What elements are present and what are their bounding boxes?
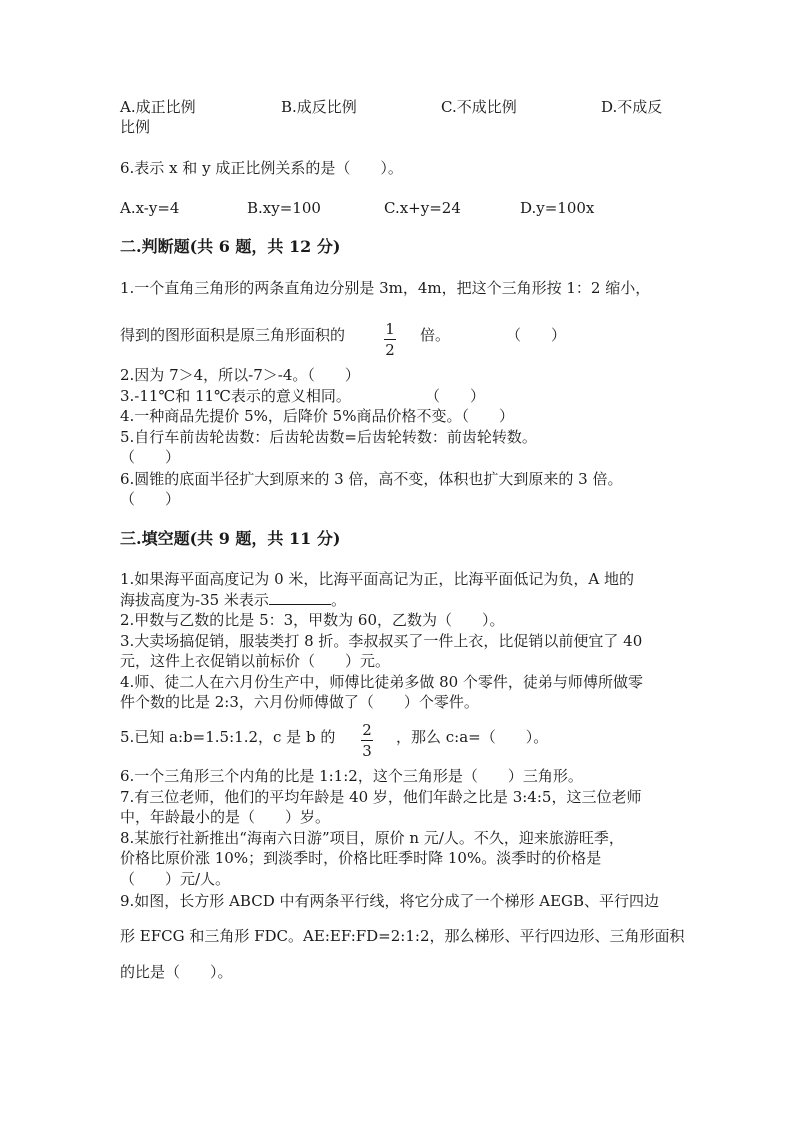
q5-option-d-continued: 比例 — [120, 118, 151, 136]
section2-heading: 二.判断题(共 6 题，共 12 分) — [120, 237, 341, 256]
s2-q1-suffix: 倍。 — [420, 326, 451, 344]
s2-q1-line2: 得到的图形面积是原三角形面积的 — [120, 326, 346, 344]
s3-q8-line2: 价格比原价涨 10%；到淡季时，价格比旺季时降 10%。淡季时的价格是 — [120, 849, 602, 867]
q6-option-b: B.xy=100 — [247, 199, 321, 217]
s3-q4-line1: 4.师、徒二人在六月份生产中，师傅比徒弟多做 80 个零件，徒弟与师傅所做零 — [120, 673, 643, 691]
s3-q5-suffix: ，那么 c:a=（ ）。 — [396, 728, 549, 746]
fraction-bar — [384, 339, 396, 340]
s2-q6-answer-paren: （ ） — [120, 490, 181, 508]
q6-option-d: D.y=100x — [520, 199, 595, 217]
answer-blank — [269, 590, 331, 605]
s3-q9-line3: 的比是（ ）。 — [120, 963, 233, 981]
s2-q1-line1: 1.一个直角三角形的两条直角边分别是 3m，4m，把这个三角形按 1：2 缩小， — [120, 279, 651, 297]
section3-heading: 三.填空题(共 9 题，共 11 分) — [120, 529, 341, 548]
s3-q1-line2-end: 。 — [330, 591, 346, 609]
s3-q1-line1: 1.如果海平面高度记为 0 米，比海平面高记为正，比海平面低记为负，A 地的 — [120, 570, 634, 588]
q6-option-a: A.x-y=4 — [120, 199, 180, 217]
s3-q3-line1: 3.大卖场搞促销，服装类打 8 折。李叔叔买了一件上衣，比促销以前便宜了 40 — [120, 632, 643, 650]
q6-stem: 6.表示 x 和 y 成正比例关系的是（ ）。 — [120, 159, 403, 177]
fraction-bar — [361, 740, 373, 741]
s3-q4-line2: 件个数的比是 2:3，六月份师傅做了（ ）个零件。 — [120, 693, 479, 711]
fraction-numerator: 1 — [385, 320, 395, 338]
s3-q8-line3: （ ）元/人。 — [120, 870, 231, 888]
s2-q1-fraction — [384, 321, 396, 359]
s2-q5-answer-paren: （ ） — [120, 448, 181, 466]
s3-q7-line1: 7.有三位老师，他们的平均年龄是 40 岁，他们年龄之比是 3:4:5，这三位老师 — [120, 788, 642, 806]
s3-q9-line2: 形 EFCG 和三角形 FDC。AE:EF:FD=2:1:2，那么梯形、平行四边形、三角形面积 — [120, 927, 685, 945]
s3-q6: 6.一个三角形三个内角的比是 1:1:2，这个三角形是（ ）三角形。 — [120, 767, 583, 785]
s3-q8-line1: 8.某旅行社新推出“海南六日游”项目，原价 n 元/人。不久，迎来旅游旺季， — [120, 829, 624, 847]
q5-option-c: C.不成比例 — [441, 98, 517, 116]
s2-q5: 5.自行车前齿轮齿数：后齿轮齿数=后齿轮转数：前齿轮转数。 — [120, 428, 537, 446]
s3-q1-line2 — [120, 590, 346, 610]
fraction-denominator: 2 — [385, 341, 395, 359]
s2-q2: 2.因为 7＞4，所以-7＞-4。（ ） — [120, 366, 360, 384]
s3-q7-line2: 中，年龄最小的是（ ）岁。 — [120, 808, 331, 826]
s2-q6: 6.圆锥的底面半径扩大到原来的 3 倍，高不变，体积也扩大到原来的 3 倍。 — [120, 470, 623, 488]
q6-option-c: C.x+y=24 — [384, 199, 461, 217]
fraction-numerator: 2 — [362, 721, 372, 739]
s3-q5-fraction — [361, 722, 373, 760]
fraction-denominator: 3 — [362, 742, 372, 760]
q5-option-a: A.成正比例 — [120, 98, 196, 116]
s3-q1-line2-text: 海拔高度为-35 米表示 — [120, 591, 269, 609]
s3-q9-line1: 9.如图，长方形 ABCD 中有两条平行线，将它分成了一个梯形 AEGB、平行四边 — [120, 892, 660, 910]
s3-q5-stem: 5.已知 a:b=1.5:1.2，c 是 b 的 — [120, 728, 336, 746]
s3-q2: 2.甲数与乙数的比是 5：3，甲数为 60，乙数为（ ）。 — [120, 611, 505, 629]
s2-q3-answer-paren: （ ） — [425, 387, 486, 405]
s2-q3: 3.-11℃和 11℃表示的意义相同。 — [120, 387, 351, 405]
q5-option-d: D.不成反 — [601, 98, 663, 116]
s2-q4: 4.一种商品先提价 5%，后降价 5%商品价格不变。（ ） — [120, 407, 514, 425]
s3-q3-line2: 元，这件上衣促销以前标价（ ）元。 — [120, 652, 391, 670]
q5-option-b: B.成反比例 — [281, 98, 357, 116]
s2-q1-answer-paren: （ ） — [506, 326, 567, 344]
